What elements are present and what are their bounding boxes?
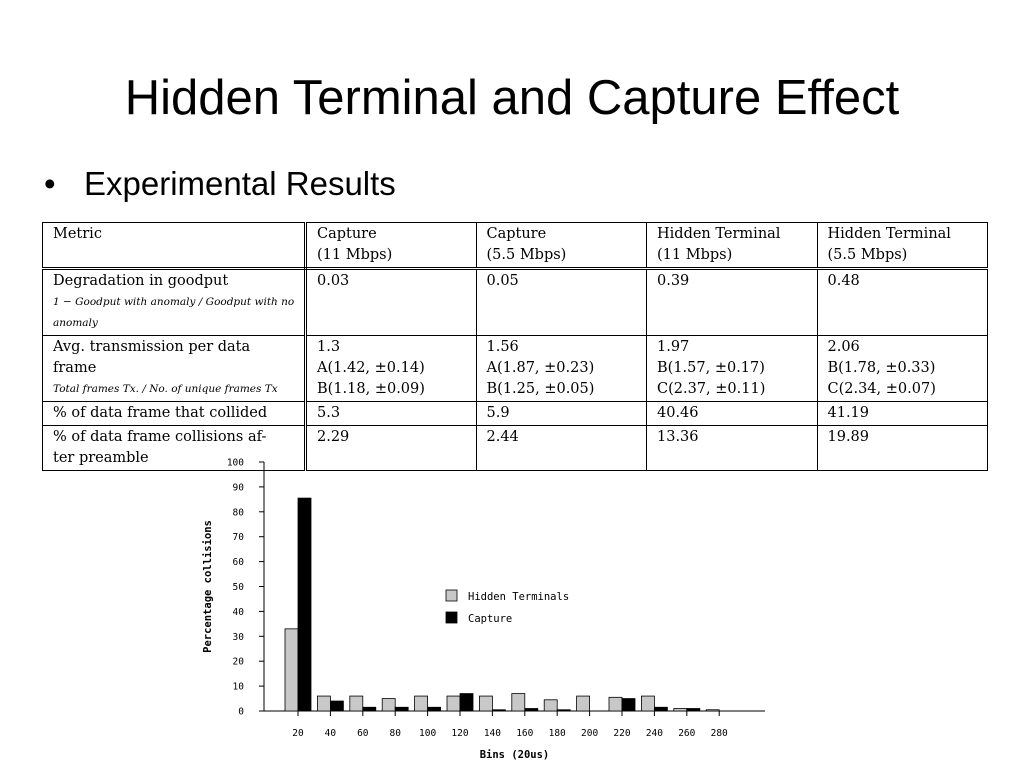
- bar-hidden-terminals: [544, 700, 557, 711]
- table-header-row: [43, 223, 988, 269]
- y-tick-label: 100: [226, 457, 244, 469]
- metric-cell: % of data frame that collided: [43, 402, 306, 426]
- x-tick-label: 80: [389, 728, 401, 739]
- bar-hidden-terminals: [641, 696, 654, 711]
- y-tick-label: 0: [238, 706, 244, 718]
- bar-hidden-terminals: [512, 694, 525, 711]
- x-tick-label: 200: [581, 728, 599, 739]
- legend-swatch-capture: [446, 612, 457, 623]
- bar-hidden-terminals: [382, 699, 395, 711]
- bar-capture: [492, 710, 505, 711]
- bar-capture: [330, 701, 343, 711]
- value-cell: 5.3: [306, 402, 477, 426]
- x-tick-label: 60: [357, 728, 369, 739]
- value-cell: 2.29: [306, 426, 477, 471]
- bar-capture: [428, 707, 441, 711]
- header-hidden-11: Hidden Terminal (11 Mbps): [647, 223, 818, 269]
- value-cell: 40.46: [647, 402, 818, 426]
- x-tick-label: 140: [483, 728, 501, 739]
- y-tick-label: 20: [232, 656, 244, 668]
- x-axis-label: Bins (20us): [479, 749, 550, 761]
- bar-hidden-terminals: [577, 696, 590, 711]
- bullet-dot-icon: •: [44, 165, 56, 202]
- bar-hidden-terminals: [317, 696, 330, 711]
- value-cell: 2.44: [476, 426, 647, 471]
- bar-capture: [687, 709, 700, 711]
- bar-hidden-terminals: [674, 709, 687, 711]
- y-tick-label: 60: [232, 557, 244, 569]
- table-row: [43, 269, 988, 336]
- y-tick-label: 70: [232, 532, 244, 544]
- x-tick-label: 280: [710, 728, 728, 739]
- x-tick-label: 20: [292, 728, 304, 739]
- metric-cell: Avg. transmission per data frame Total frames Tx. / No. of unique frames Tx: [43, 336, 306, 402]
- value-cell: 0.48: [817, 269, 988, 336]
- metric-cell: Degradation in goodput 1 − Goodput with anomaly / Goodput with no anomaly: [43, 269, 306, 336]
- header-hidden-5-5: Hidden Terminal (5.5 Mbps): [817, 223, 988, 269]
- y-tick-label: 80: [232, 507, 244, 519]
- y-tick-label: 40: [232, 606, 244, 618]
- table-row: [43, 336, 988, 402]
- table-row: [43, 402, 988, 426]
- y-tick-label: 10: [232, 681, 244, 693]
- value-cell: 1.3 A(1.42, ±0.14) B(1.18, ±0.09): [306, 336, 477, 402]
- x-tick-label: 180: [548, 728, 566, 739]
- value-cell: 0.05: [476, 269, 647, 336]
- legend-swatch-hidden-terminals: [446, 590, 457, 601]
- bar-capture: [525, 709, 538, 711]
- x-tick-label: 100: [419, 728, 437, 739]
- value-cell: 19.89: [817, 426, 988, 471]
- value-cell: 13.36: [647, 426, 818, 471]
- y-axis-label: Percentage collisions: [202, 520, 214, 653]
- value-cell: 1.56 A(1.87, ±0.23) B(1.25, ±0.05): [476, 336, 647, 402]
- value-cell: 2.06 B(1.78, ±0.33) C(2.34, ±0.07): [817, 336, 988, 402]
- value-cell: 1.97 B(1.57, ±0.17) C(2.37, ±0.11): [647, 336, 818, 402]
- bullet-text: Experimental Results: [84, 165, 396, 202]
- header-metric: Metric: [43, 223, 306, 269]
- y-tick-label: 30: [232, 631, 244, 643]
- bar-hidden-terminals: [415, 696, 428, 711]
- slide-title: Hidden Terminal and Capture Effect: [124, 71, 900, 125]
- bar-capture: [460, 694, 473, 711]
- metric-cell: % of data frame collisions af- ter preamble: [43, 426, 306, 471]
- bar-hidden-terminals: [447, 696, 460, 711]
- x-tick-label: 120: [451, 728, 469, 739]
- bar-hidden-terminals: [479, 696, 492, 711]
- x-tick-label: 40: [324, 728, 337, 739]
- header-capture-11: Capture (11 Mbps): [306, 223, 477, 269]
- legend-label-capture: Capture: [468, 613, 513, 625]
- bar-hidden-terminals: [706, 710, 719, 711]
- bar-capture: [395, 707, 408, 711]
- x-tick-label: 240: [645, 728, 663, 739]
- value-cell: 0.03: [306, 269, 477, 336]
- bar-capture: [557, 710, 570, 711]
- value-cell: 5.9: [476, 402, 647, 426]
- results-table: [42, 222, 988, 471]
- bar-capture: [363, 707, 376, 711]
- value-cell: 0.39: [647, 269, 818, 336]
- bar-hidden-terminals: [285, 629, 298, 711]
- x-tick-label: 160: [516, 728, 534, 739]
- bar-capture: [622, 699, 635, 711]
- bar-hidden-terminals: [350, 696, 363, 711]
- value-cell: 41.19: [817, 402, 988, 426]
- bar-capture: [654, 707, 667, 711]
- bar-capture: [298, 498, 311, 711]
- legend-label-hidden-terminals: Hidden Terminals: [468, 591, 570, 603]
- y-tick-label: 50: [232, 582, 244, 593]
- bar-hidden-terminals: [609, 697, 622, 711]
- x-tick-label: 260: [678, 728, 696, 739]
- bullet-item: [44, 162, 396, 206]
- header-capture-5-5: Capture (5.5 Mbps): [476, 223, 647, 269]
- collision-bar-chart: [180, 452, 780, 764]
- x-tick-label: 220: [613, 728, 631, 739]
- y-tick-label: 90: [232, 482, 244, 494]
